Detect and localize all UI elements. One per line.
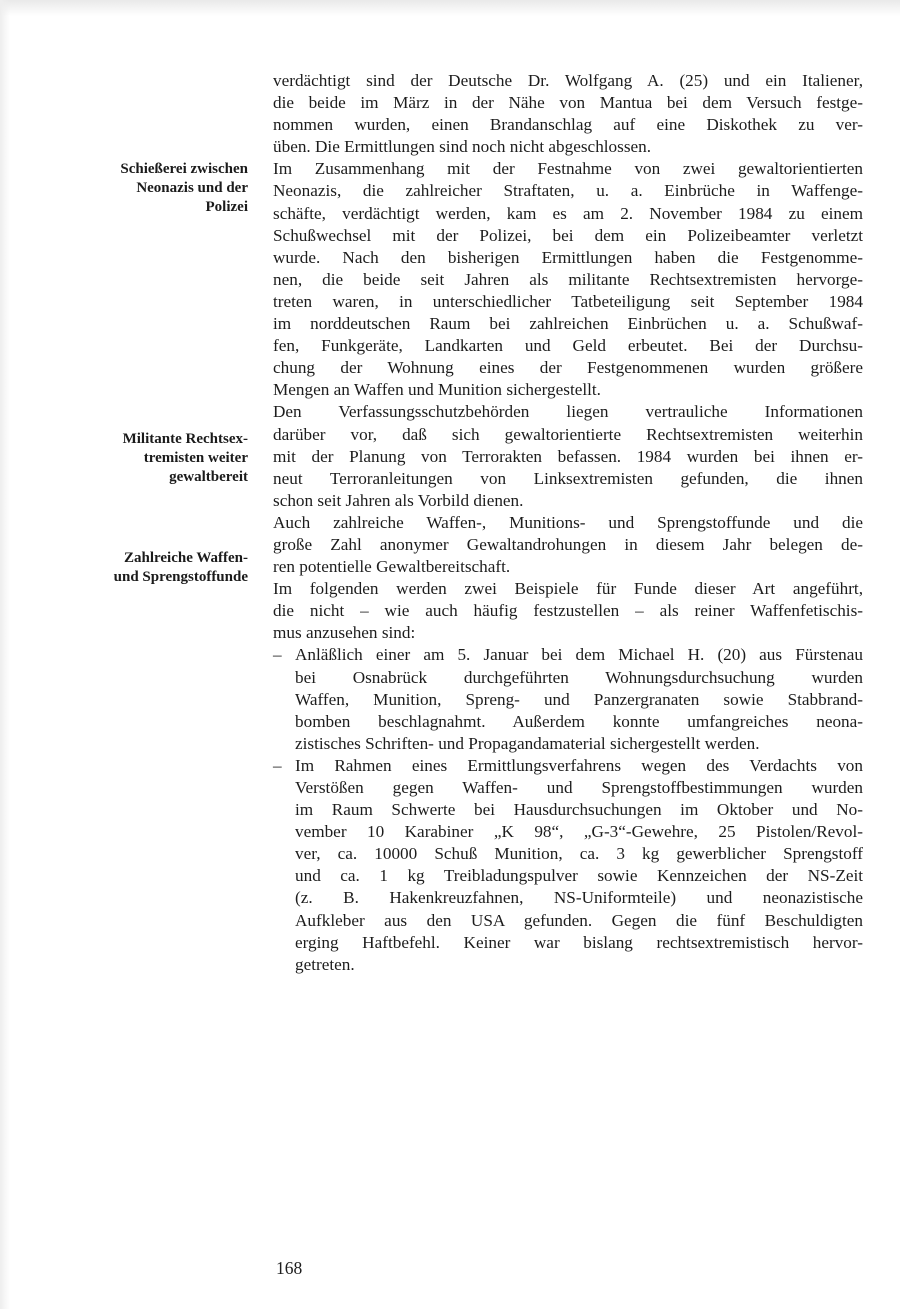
text-line: chung der Wohnung eines der Festgenommenen wurden größere bbox=[273, 358, 863, 378]
margin-note-shooting bbox=[70, 160, 248, 217]
list-dash: – bbox=[273, 645, 282, 665]
paragraph-shooting bbox=[273, 158, 863, 401]
text-line: Anläßlich einer am 5. Januar bei dem Michael H. (20) aus Fürstenau bbox=[295, 645, 863, 665]
text-line: treten waren, in unterschiedlicher Tatbeteiligung seit September 1984 bbox=[273, 291, 863, 311]
text-line: vember 10 Karabiner „K 98“, „G-3“-Gewehre, 25 Pistolen/Revol- bbox=[295, 822, 863, 842]
text-line: und ca. 1 kg Treibladungspulver sowie Kennzeichen der NS-Zeit bbox=[295, 866, 863, 886]
margin-note-militant bbox=[70, 430, 248, 487]
text-line: Waffen, Munition, Spreng- und Panzergranaten sowie Stabbrand- bbox=[295, 689, 863, 709]
list-dash: – bbox=[273, 755, 282, 775]
text-line: (z. B. Hakenkreuzfahnen, NS-Uniformteile) und neonazistische bbox=[295, 888, 863, 908]
text-line: fen, Funkgeräte, Landkarten und Geld erbeutet. Bei der Durchsu- bbox=[273, 336, 863, 356]
paragraph-weapon-finds bbox=[273, 512, 863, 578]
text-line: bomben beschlagnahmt. Außerdem konnte umfangreiches neona- bbox=[295, 711, 863, 731]
margin-note-line: Neonazis und der bbox=[136, 180, 248, 196]
paragraph-continuation bbox=[273, 70, 863, 158]
body-text bbox=[273, 70, 863, 976]
text-line: Neonazis, die zahlreicher Straftaten, u. a. Einbrüche in Waffenge- bbox=[273, 181, 863, 201]
list-item-first-line bbox=[273, 755, 863, 777]
text-line: Verstößen gegen Waffen- und Sprengstoffbestimmungen wurden bbox=[295, 778, 863, 797]
text-line: Mengen an Waffen und Munition sichergestellt. bbox=[273, 380, 601, 400]
text-line: die nicht – wie auch häufig festzustellen – als reiner Waffenfetischis- bbox=[273, 601, 863, 621]
page-number: 168 bbox=[276, 1258, 303, 1278]
text-line: Auch zahlreiche Waffen-, Munitions- und Sprengstoffunde und die bbox=[273, 512, 863, 532]
margin-note-line: Zahlreiche Waffen- bbox=[123, 550, 248, 566]
margin-note-line: Polizei bbox=[205, 199, 248, 215]
paragraph-terror-planning bbox=[273, 401, 863, 511]
text-line: bei Osnabrück durchgeführten Wohnungsdurchsuchung wurden bbox=[295, 667, 863, 687]
text-line: schon seit Jahren als Vorbild dienen. bbox=[273, 490, 524, 510]
margin-note-line: Schießerei zwischen bbox=[120, 161, 248, 177]
margin-note-line: Militante Rechtsex- bbox=[122, 431, 248, 447]
text-line: mit der Planung von Terrorakten befassen. 1984 wurden bei ihnen er- bbox=[273, 446, 863, 466]
text-line: die beide im März in der Nähe von Mantua bei dem Versuch festge- bbox=[273, 93, 863, 113]
text-line: Schußwechsel mit der Polizei, bei dem ein Polizeibeamter verletzt bbox=[273, 225, 863, 245]
text-line: schäfte, verdächtigt werden, kam es am 2. November 1984 zu einem bbox=[273, 203, 863, 223]
paragraph-examples-intro bbox=[273, 578, 863, 644]
scan-shadow-top bbox=[0, 0, 900, 16]
text-line: erging Haftbefehl. Keiner war bislang rechtsextremistisch hervor- bbox=[295, 932, 863, 952]
text-line: Im Zusammenhang mit der Festnahme von zwei gewaltorientierten bbox=[273, 159, 863, 179]
text-line: im norddeutschen Raum bei zahlreichen Einbrüchen u. a. Schußwaf- bbox=[273, 314, 863, 334]
text-line: darüber vor, daß sich gewaltorientierte Rechtsextremisten weiterhin bbox=[273, 424, 863, 444]
text-line: wurde. Nach den bisherigen Ermittlungen haben die Festgenomme- bbox=[273, 247, 863, 267]
scan-shadow-left bbox=[0, 0, 10, 1309]
text-line: Den Verfassungsschutzbehörden liegen vertrauliche Informationen bbox=[273, 402, 863, 422]
text-line: Im Rahmen eines Ermittlungsverfahrens wegen des Verdachts von bbox=[295, 755, 863, 775]
list-item bbox=[273, 644, 863, 754]
text-line: zistisches Schriften- und Propagandamaterial sichergestellt werden. bbox=[295, 733, 760, 753]
text-line: neut Terroranleitungen von Linksextremisten gefunden, die ihnen bbox=[273, 468, 863, 488]
list-item bbox=[273, 755, 863, 976]
text-line: mus anzusehen sind: bbox=[273, 623, 416, 643]
text-line: getreten. bbox=[295, 954, 355, 974]
text-line: Aufkleber aus den USA gefunden. Gegen die fünf Beschuldigten bbox=[295, 910, 863, 930]
margin-note-weapons bbox=[70, 549, 248, 587]
text-line: im Raum Schwerte bei Hausdurchsuchungen im Oktober und No- bbox=[295, 800, 863, 820]
list-item-first-line bbox=[273, 644, 863, 666]
text-line: üben. Die Ermittlungen sind noch nicht abgeschlossen. bbox=[273, 137, 652, 157]
text-line: Im folgenden werden zwei Beispiele für Funde dieser Art angeführt, bbox=[273, 579, 863, 599]
text-line: ren potentielle Gewaltbereitschaft. bbox=[273, 557, 511, 577]
text-line: nommen wurden, einen Brandanschlag auf eine Diskothek zu ver- bbox=[273, 115, 863, 135]
margin-note-line: gewaltbereit bbox=[169, 469, 248, 485]
margin-note-line: und Sprengstoffunde bbox=[113, 569, 248, 585]
text-line: nen, die beide seit Jahren als militante Rechtsextremisten hervorge- bbox=[273, 269, 863, 289]
text-line: verdächtigt sind der Deutsche Dr. Wolfgang A. (25) und ein Italiener, bbox=[273, 71, 863, 90]
text-line: große Zahl anonymer Gewaltandrohungen in diesem Jahr belegen de- bbox=[273, 534, 863, 554]
text-line: ver, ca. 10000 Schuß Munition, ca. 3 kg gewerblicher Sprengstoff bbox=[295, 844, 863, 864]
margin-note-line: tremisten weiter bbox=[143, 450, 248, 466]
